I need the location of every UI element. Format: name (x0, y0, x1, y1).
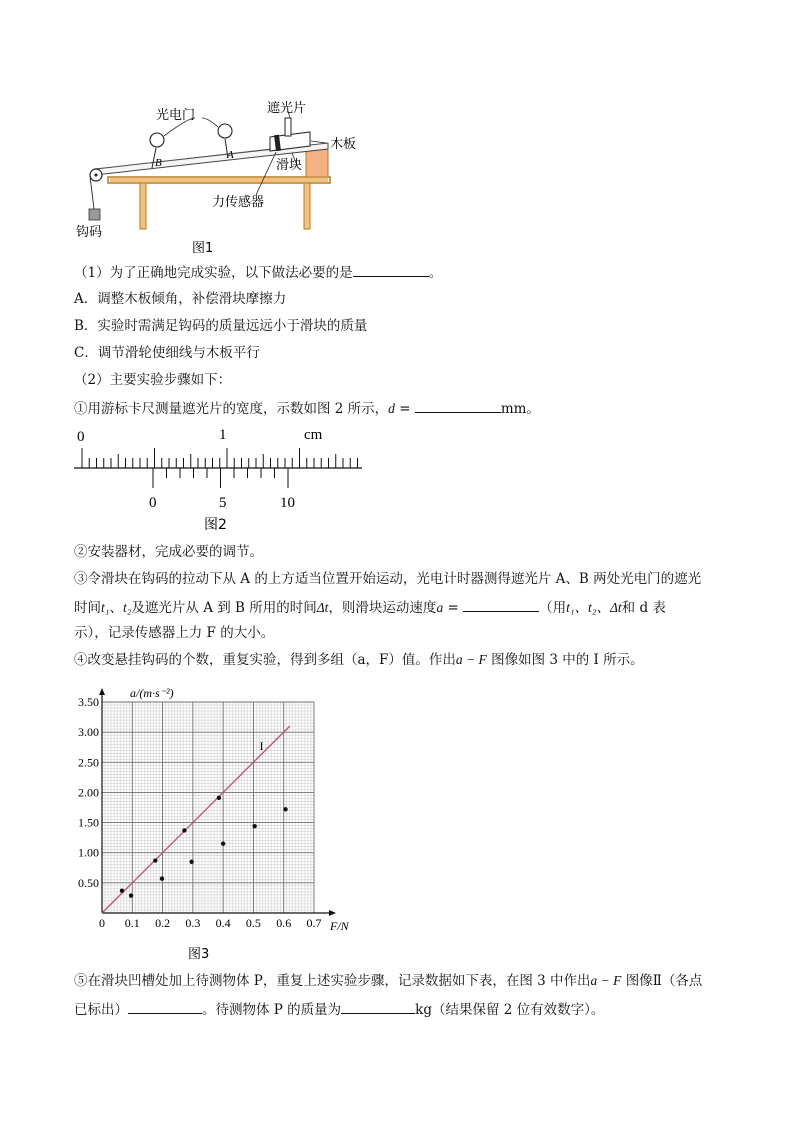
y-tick-label: 3.00 (78, 725, 99, 740)
q2-step3-line2: 时间t₁、t₂及遮光片从 A 到 B 所用的时间Δt，则滑块运动速度a = （用t₁、t₂、Δt和 d 表 (74, 597, 666, 617)
x-tick-label: 0.4 (215, 916, 231, 930)
y-tick-label: 1.50 (78, 815, 99, 830)
label-photogate: 光电门 (156, 108, 196, 123)
line-label-I: I (259, 739, 264, 754)
step3-answer-blank[interactable] (463, 597, 539, 612)
data-point-II (283, 807, 287, 811)
figure-1-apparatus (70, 96, 380, 261)
hanging-weight (89, 209, 100, 220)
shade-plate (285, 118, 291, 136)
y-tick-label: 2.50 (78, 755, 99, 770)
q2-step3-line3: 示），记录传感器上力 F 的大小。 (74, 625, 275, 641)
x-tick-label: 0.2 (155, 916, 171, 930)
figure-2-vernier (70, 422, 370, 537)
main-scale-label-1: 1 (219, 427, 227, 443)
q2-step3-line1: ③令滑块在钩码的拉动下从 A 的上方适当位置开始运动，光电计时器测得遮光片 A、B 两处光电门的遮光 (74, 571, 702, 587)
figure-1-caption: 图1 (192, 241, 214, 256)
y-tick-label: 3.50 (78, 695, 99, 709)
x-tick-label: 0.7 (306, 916, 322, 930)
x-axis-arrow (329, 910, 336, 916)
data-point-II (129, 893, 133, 897)
support-block (306, 148, 328, 177)
step5-graph-blank[interactable] (128, 999, 202, 1014)
x-tick-label: 0.6 (276, 916, 292, 930)
main-scale-label-cm: cm (304, 427, 323, 443)
y-axis-label: a/(m·s⁻²) (130, 686, 174, 700)
label-slider: 滑块 (276, 158, 303, 173)
q2-step5-line2: 已标出） 。待测物体 P 的质量为 kg（结果保留 2 位有效数字）。 (74, 999, 604, 1019)
label-shade: 遮光片 (267, 101, 307, 116)
q1-answer-blank[interactable] (353, 262, 429, 277)
data-point-I (217, 796, 221, 800)
label-A: A (227, 149, 234, 161)
label-sensor: 力传感器 (212, 195, 265, 210)
q1-stem: （1）为了正确地完成实验，以下做法必要的是 。 (74, 262, 442, 282)
q1-option-b: B．实验时需满足钩码的质量远远小于滑块的质量 (74, 318, 368, 334)
q2-step4: ④改变悬挂钩码的个数，重复实验，得到多组（a，F）值。作出a − F 图像如图 3 中的 I 所示。 (74, 652, 644, 668)
data-point-II (252, 824, 256, 828)
figure-2-caption: 图2 (204, 517, 227, 533)
x-tick-label: 0.1 (124, 916, 140, 930)
step5-mass-blank[interactable] (341, 999, 415, 1014)
photogate-A (218, 124, 232, 138)
x-tick-label: 0 (99, 916, 105, 930)
vernier-label-10: 10 (280, 495, 295, 511)
label-board: 木板 (330, 137, 357, 152)
figure-3-chart (62, 680, 372, 965)
q2-step2: ②安装器材，完成必要的调节。 (74, 544, 263, 560)
y-axis-arrow (99, 688, 105, 695)
q2-step5-line1: ⑤在滑块凹槽处加上待测物体 P，重复上述实验步骤，记录数据如下表，在图 3 中作出a − F 图像Ⅱ（各点 (74, 973, 703, 989)
photogate-B (150, 133, 164, 147)
data-point-II (221, 841, 225, 845)
data-point-II (160, 876, 164, 880)
x-axis-label: F/N (330, 919, 349, 933)
y-tick-label: 0.50 (78, 875, 99, 890)
figure-3-caption: 图3 (188, 947, 210, 962)
data-point-I (153, 858, 157, 862)
vernier-label-5: 5 (219, 495, 227, 511)
y-tick-label: 2.00 (78, 785, 99, 800)
data-point-I (182, 828, 186, 832)
q1-option-c: C．调节滑轮使细线与木板平行 (74, 345, 260, 361)
x-tick-label: 0.3 (185, 916, 201, 930)
y-tick-label: 1.00 (78, 845, 99, 860)
data-point-I (120, 888, 124, 892)
label-weight: 钩码 (76, 225, 103, 240)
q1-option-a: A．调整木板倾角，补偿滑块摩擦力 (74, 291, 287, 307)
table-leg-left (140, 183, 146, 229)
label-B: B (155, 157, 162, 169)
table-leg-right (304, 183, 310, 229)
vernier-label-0: 0 (149, 495, 157, 511)
q2-intro: （2）主要实验步骤如下： (74, 372, 232, 388)
step1-answer-blank[interactable] (415, 398, 501, 413)
main-scale-label-0: 0 (77, 429, 85, 445)
data-point-II (189, 860, 193, 864)
q2-step1: ①用游标卡尺测量遮光片的宽度，示数如图 2 所示，d = mm。 (74, 398, 540, 418)
x-tick-label: 0.5 (245, 916, 261, 930)
